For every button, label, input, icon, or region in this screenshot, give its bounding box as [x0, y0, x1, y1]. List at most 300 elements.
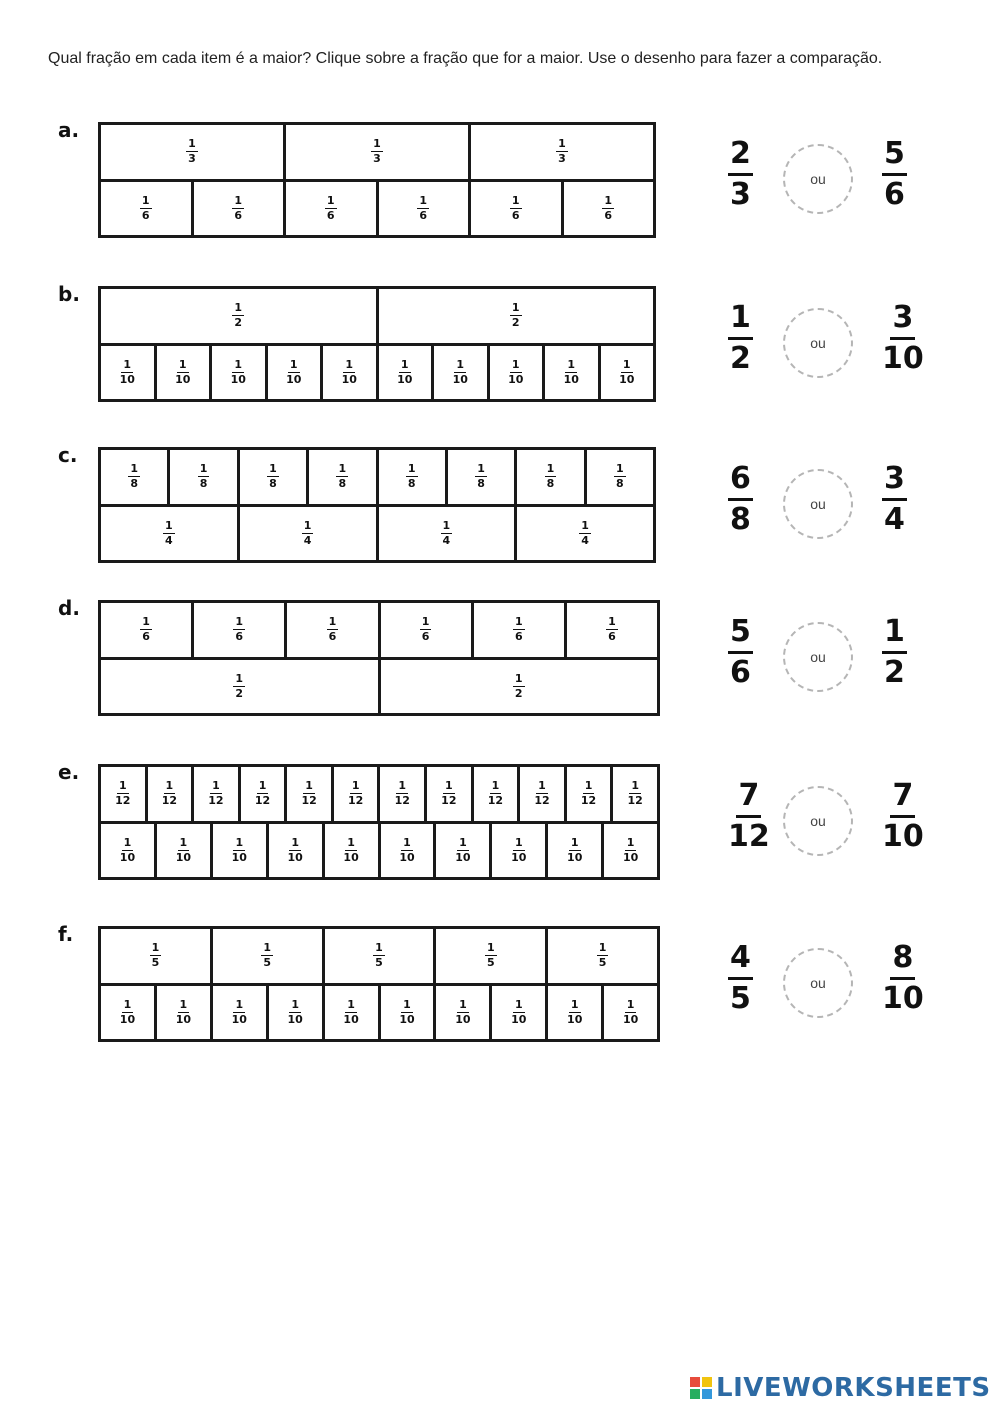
fraction-denominator: 5: [486, 956, 495, 970]
right-fraction-choice[interactable]: [882, 138, 907, 211]
strip-fraction-label: [597, 942, 609, 969]
strip-top-row: [101, 929, 657, 983]
strip-cell: [331, 767, 378, 821]
strip-fraction-label: [325, 195, 337, 222]
strip-top-row: [101, 289, 653, 343]
fraction-numerator: 1: [477, 462, 485, 476]
strip-cell: [266, 986, 322, 1040]
fraction-numerator: 1: [403, 835, 411, 849]
fraction-numerator: 1: [235, 997, 244, 1011]
strip-cell: [468, 182, 561, 236]
ou-label: ou: [810, 171, 826, 187]
fraction-numerator: 1: [728, 302, 753, 340]
fraction-denominator: 12: [301, 794, 317, 808]
fraction-numerator: 1: [235, 671, 244, 685]
left-fraction-choice[interactable]: [728, 138, 753, 211]
strip-cell: [237, 450, 306, 504]
ou-label: ou: [810, 335, 826, 351]
fraction-numerator: 1: [403, 997, 411, 1011]
item-letter: f.: [58, 922, 74, 946]
strip-fraction-label: [395, 359, 414, 386]
strip-fraction-label: [128, 463, 140, 490]
strip-fraction-label: [397, 837, 416, 864]
fraction-denominator: 6: [421, 630, 430, 644]
strip-cell: [433, 986, 489, 1040]
strip-fraction-label: [393, 780, 412, 807]
fraction-denominator: 10: [511, 1012, 527, 1026]
strip-fraction-label: [451, 359, 470, 386]
fraction-denominator: 3: [558, 152, 566, 166]
fraction-denominator: 4: [303, 533, 312, 547]
fraction-strip: [98, 122, 656, 238]
fraction-numerator: 1: [511, 301, 520, 315]
fraction-numerator: 1: [375, 941, 383, 955]
fraction-numerator: 1: [258, 779, 267, 793]
strip-cell: [145, 767, 192, 821]
fraction-numerator: 1: [546, 462, 555, 476]
strip-fraction-label: [453, 837, 472, 864]
fraction-strip: [98, 600, 660, 716]
fraction-numerator: 1: [347, 835, 355, 849]
fraction-denominator: 6: [514, 630, 523, 644]
strip-cell: [238, 767, 285, 821]
fraction-numerator: 1: [626, 835, 635, 849]
fraction-numerator: 2: [728, 138, 753, 176]
strip-bottom-row: [101, 983, 657, 1040]
fraction-numerator: 1: [141, 193, 150, 207]
strip-fraction-label: [513, 616, 525, 643]
strip-cell: [376, 182, 469, 236]
fraction-numerator: 1: [212, 779, 220, 793]
fraction-denominator: 4: [581, 533, 589, 547]
strip-cell: [378, 986, 434, 1040]
fraction-denominator: 10: [343, 850, 359, 864]
ou-circle[interactable]: [783, 622, 853, 692]
fraction-numerator: 1: [419, 193, 428, 207]
strip-fraction-label: [261, 942, 273, 969]
strip-cell: [431, 346, 487, 400]
fraction-numerator: 1: [235, 835, 244, 849]
fraction-numerator: 1: [373, 137, 381, 151]
strip-fraction-label: [417, 195, 429, 222]
strip-fraction-label: [284, 359, 303, 386]
strip-top-row: [101, 450, 653, 504]
strip-cell: [376, 346, 432, 400]
strip-cell: [601, 824, 657, 878]
fraction-numerator: 1: [123, 835, 132, 849]
strip-cell: [564, 603, 657, 657]
ou-label: ou: [810, 975, 826, 991]
item-letter: e.: [58, 760, 80, 784]
fraction-denominator: 6: [608, 630, 616, 644]
fraction-numerator: 1: [459, 835, 467, 849]
fraction-numerator: 1: [567, 357, 576, 371]
strip-cell: [154, 346, 210, 400]
fraction-denominator: 8: [130, 477, 139, 491]
strip-fraction-label: [602, 195, 614, 222]
fraction-numerator: 1: [188, 137, 196, 151]
strip-cell: [191, 767, 238, 821]
fraction-numerator: 1: [235, 615, 244, 629]
fraction-denominator: 8: [730, 502, 751, 537]
strip-cell: [378, 603, 471, 657]
fraction-denominator: 10: [397, 372, 413, 386]
fraction-numerator: 1: [511, 357, 520, 371]
fraction-denominator: 4: [442, 533, 451, 547]
fraction-numerator: 1: [570, 997, 579, 1011]
strip-fraction-label: [485, 942, 497, 969]
fraction-denominator: 6: [326, 208, 335, 222]
fraction-numerator: 6: [728, 463, 753, 501]
fraction-numerator: 1: [456, 357, 465, 371]
strip-cell: [265, 346, 321, 400]
strip-fraction-label: [118, 359, 137, 386]
strip-cell: [376, 507, 515, 561]
fraction-numerator: 1: [558, 137, 566, 151]
strip-cell: [377, 767, 424, 821]
fraction-denominator: 10: [119, 372, 135, 386]
strip-cell: [266, 824, 322, 878]
strip-fraction-label: [439, 780, 458, 807]
fraction-denominator: 10: [455, 1012, 471, 1026]
strip-cell: [154, 986, 210, 1040]
fraction-numerator: 1: [234, 301, 243, 315]
fraction-denominator: 3: [373, 152, 381, 166]
fraction-denominator: 3: [188, 152, 196, 166]
strip-fraction-label: [336, 463, 348, 490]
fraction-denominator: 12: [394, 794, 410, 808]
strip-cell: [322, 986, 378, 1040]
fraction-numerator: 1: [338, 462, 347, 476]
fraction-denominator: 10: [286, 372, 302, 386]
fraction-denominator: 2: [514, 686, 523, 700]
strip-fraction-label: [397, 999, 416, 1026]
fraction-numerator: 4: [728, 942, 753, 980]
strip-fraction-label: [562, 359, 581, 386]
fraction-numerator: 1: [142, 615, 150, 629]
strip-fraction-label: [286, 837, 305, 864]
fraction-strip: [98, 286, 656, 402]
strip-cell: [101, 986, 154, 1040]
fraction-numerator: 1: [598, 941, 607, 955]
strip-fraction-label: [230, 999, 249, 1026]
fraction-numerator: 1: [123, 997, 132, 1011]
fraction-numerator: 1: [345, 357, 354, 371]
strip-fraction-label: [174, 837, 193, 864]
fraction-denominator: 6: [730, 655, 751, 690]
left-fraction-choice[interactable]: [728, 463, 753, 536]
right-fraction-choice[interactable]: [882, 780, 924, 853]
fraction-numerator: 1: [178, 357, 187, 371]
right-fraction-choice[interactable]: [882, 616, 907, 689]
ou-label: ou: [810, 496, 826, 512]
fraction-numerator: 1: [263, 941, 272, 955]
right-fraction-choice[interactable]: [882, 463, 907, 536]
fraction-denominator: 10: [175, 372, 191, 386]
fraction-numerator: 1: [882, 616, 907, 654]
comparison-item: [0, 443, 999, 563]
fraction-denominator: 10: [882, 819, 924, 854]
fraction-numerator: 1: [291, 835, 299, 849]
strip-fraction-label: [140, 195, 152, 222]
strip-fraction-label: [267, 463, 279, 490]
fraction-denominator: 10: [231, 850, 247, 864]
fraction-numerator: 1: [514, 615, 523, 629]
strip-cell: [237, 507, 376, 561]
fraction-numerator: 1: [615, 462, 624, 476]
fraction-numerator: 1: [179, 835, 188, 849]
ou-circle[interactable]: [783, 948, 853, 1018]
fraction-denominator: 5: [598, 956, 607, 970]
strip-fraction-label: [173, 359, 192, 386]
strip-cell: [101, 182, 191, 236]
fraction-numerator: 1: [130, 462, 139, 476]
fraction-denominator: 5: [375, 956, 383, 970]
strip-cell: [283, 182, 376, 236]
fraction-denominator: 10: [399, 850, 415, 864]
strip-fraction-label: [113, 780, 132, 807]
strip-fraction-label: [341, 999, 360, 1026]
strip-cell: [210, 986, 266, 1040]
comparison-item: [0, 596, 999, 716]
fraction-numerator: 5: [882, 138, 907, 176]
strip-fraction-label: [545, 463, 557, 490]
strip-fraction-label: [621, 999, 640, 1026]
fraction-numerator: 1: [486, 941, 495, 955]
fraction-numerator: 1: [347, 997, 355, 1011]
strip-fraction-label: [621, 837, 640, 864]
strip-fraction-label: [606, 616, 618, 643]
strip-cell: [283, 125, 468, 179]
right-fraction-choice[interactable]: [882, 302, 924, 375]
fraction-denominator: 10: [341, 372, 357, 386]
fraction-numerator: 1: [581, 518, 589, 532]
fraction-numerator: 1: [570, 835, 579, 849]
fraction-numerator: 1: [234, 193, 243, 207]
strip-cell: [514, 450, 583, 504]
strip-fraction-label: [233, 673, 245, 700]
fraction-numerator: 1: [305, 779, 313, 793]
strip-fraction-label: [340, 359, 359, 386]
strip-fraction-label: [327, 616, 339, 643]
fraction-denominator: 12: [115, 794, 131, 808]
fraction-numerator: 1: [626, 997, 635, 1011]
fraction-denominator: 10: [452, 372, 468, 386]
strip-cell: [376, 289, 654, 343]
strip-cell: [598, 346, 654, 400]
left-fraction-choice[interactable]: [728, 942, 753, 1015]
fraction-numerator: 1: [179, 997, 188, 1011]
strip-fraction-label: [510, 195, 522, 222]
fraction-denominator: 10: [119, 850, 136, 864]
left-fraction-choice[interactable]: [728, 302, 753, 375]
strip-cell: [101, 450, 167, 504]
fraction-denominator: 8: [477, 477, 485, 491]
ou-circle[interactable]: [783, 144, 853, 214]
fraction-strip: [98, 926, 660, 1042]
fraction-numerator: 1: [118, 779, 127, 793]
strip-cell: [561, 182, 654, 236]
strip-cell: [489, 986, 545, 1040]
fraction-numerator: 1: [604, 193, 613, 207]
ou-label: ou: [810, 649, 826, 665]
fraction-denominator: 10: [231, 1012, 247, 1026]
strip-fraction-label: [579, 520, 591, 547]
strip-bottom-row: [101, 179, 653, 236]
comparison-item: [0, 282, 999, 402]
item-letter: c.: [58, 443, 78, 467]
strip-fraction-label: [565, 837, 584, 864]
fraction-denominator: 6: [511, 208, 520, 222]
fraction-denominator: 6: [142, 630, 150, 644]
fraction-numerator: 1: [491, 779, 500, 793]
fraction-denominator: 10: [175, 850, 192, 864]
fraction-numerator: 1: [538, 779, 546, 793]
strip-cell: [545, 986, 601, 1040]
ou-circle[interactable]: [783, 786, 853, 856]
fraction-denominator: 5: [730, 981, 751, 1016]
fraction-strip: [98, 447, 656, 563]
strip-fraction-label: [625, 780, 644, 807]
fraction-denominator: 10: [619, 372, 635, 386]
strip-cell: [167, 450, 236, 504]
fraction-denominator: 12: [534, 794, 550, 808]
strip-cell: [101, 603, 191, 657]
strip-cell: [101, 289, 376, 343]
strip-cell: [471, 603, 564, 657]
fraction-denominator: 12: [487, 794, 504, 808]
strip-fraction-label: [486, 780, 505, 807]
strip-cell: [445, 450, 514, 504]
fraction-denominator: 10: [399, 1012, 415, 1026]
fraction-numerator: 1: [199, 462, 208, 476]
strip-cell: [101, 346, 154, 400]
brand-logo[interactable]: [690, 1372, 991, 1404]
fraction-numerator: 1: [165, 779, 174, 793]
fraction-denominator: 5: [263, 956, 272, 970]
fraction-numerator: 7: [890, 780, 915, 818]
strip-fraction-label: [506, 359, 525, 386]
strip-cell: [545, 929, 657, 983]
fraction-denominator: 3: [730, 177, 751, 212]
fraction-denominator: 2: [235, 686, 244, 700]
strip-cell: [378, 660, 658, 714]
strip-cell: [376, 450, 445, 504]
fraction-denominator: 6: [234, 208, 243, 222]
fraction-denominator: 10: [622, 850, 639, 864]
fraction-denominator: 8: [407, 477, 416, 491]
strip-cell: [101, 824, 154, 878]
fraction-denominator: 6: [141, 208, 150, 222]
strip-fraction-label: [614, 463, 626, 490]
fraction-denominator: 10: [567, 850, 583, 864]
strip-fraction-label: [253, 780, 272, 807]
strip-cell: [154, 824, 210, 878]
strip-cell: [210, 824, 266, 878]
fraction-denominator: 10: [563, 372, 579, 386]
fraction-numerator: 1: [165, 518, 173, 532]
strip-cell: [489, 824, 545, 878]
strip-cell: [517, 767, 564, 821]
strip-cell: [542, 346, 598, 400]
fraction-numerator: 1: [398, 779, 407, 793]
strip-fraction-label: [341, 837, 360, 864]
strip-cell: [284, 603, 377, 657]
strip-fraction-label: [229, 359, 248, 386]
strip-fraction-label: [371, 138, 383, 165]
strip-fraction-label: [174, 999, 193, 1026]
fraction-numerator: 1: [303, 518, 312, 532]
strip-cell: [101, 660, 378, 714]
fraction-numerator: 1: [328, 615, 337, 629]
strip-cell: [284, 767, 331, 821]
fraction-denominator: 12: [580, 794, 597, 808]
strip-cell: [471, 767, 518, 821]
fraction-numerator: 1: [289, 357, 298, 371]
strip-fraction-label: [118, 999, 137, 1026]
strip-cell: [191, 182, 284, 236]
fraction-denominator: 10: [119, 1012, 136, 1026]
fraction-numerator: 1: [269, 462, 277, 476]
strip-cell: [322, 929, 434, 983]
strip-fraction-label: [617, 359, 636, 386]
fraction-strip: [98, 764, 660, 880]
strip-cell: [487, 346, 543, 400]
fraction-denominator: 12: [254, 794, 271, 808]
ou-circle[interactable]: [783, 469, 853, 539]
fraction-denominator: 2: [730, 341, 751, 376]
fraction-numerator: 1: [400, 357, 409, 371]
fraction-denominator: 8: [615, 477, 624, 491]
strip-cell: [424, 767, 471, 821]
fraction-denominator: 10: [567, 1012, 583, 1026]
fraction-numerator: 1: [421, 615, 430, 629]
strip-fraction-label: [513, 673, 525, 700]
right-fraction-choice[interactable]: [882, 942, 924, 1015]
strip-fraction-label: [299, 780, 318, 807]
fraction-denominator: 12: [208, 794, 224, 808]
strip-cell: [514, 507, 653, 561]
strip-fraction-label: [346, 780, 365, 807]
strip-fraction-label: [232, 195, 244, 222]
left-fraction-choice[interactable]: [728, 780, 770, 853]
fraction-numerator: 1: [151, 941, 160, 955]
fraction-denominator: 4: [165, 533, 173, 547]
ou-circle[interactable]: [783, 308, 853, 378]
fraction-denominator: 12: [627, 794, 643, 808]
ou-label: ou: [810, 813, 826, 829]
fraction-numerator: 1: [445, 779, 453, 793]
fraction-numerator: 1: [514, 997, 523, 1011]
fraction-denominator: 10: [511, 850, 527, 864]
fraction-numerator: 1: [442, 518, 451, 532]
strip-fraction-label: [509, 999, 528, 1026]
left-fraction-choice[interactable]: [728, 616, 753, 689]
strip-cell: [584, 450, 653, 504]
fraction-denominator: 6: [884, 177, 905, 212]
strip-top-row: [101, 125, 653, 179]
fraction-denominator: 10: [287, 850, 303, 864]
fraction-denominator: 6: [604, 208, 613, 222]
strip-fraction-label: [160, 780, 179, 807]
strip-cell: [101, 767, 145, 821]
liveworksheets-logo-icon: [690, 1377, 712, 1399]
comparison-item: [0, 922, 999, 1042]
strip-cell: [564, 767, 611, 821]
fraction-denominator: 2: [884, 655, 905, 690]
fraction-denominator: 10: [622, 1012, 639, 1026]
fraction-denominator: 6: [235, 630, 244, 644]
